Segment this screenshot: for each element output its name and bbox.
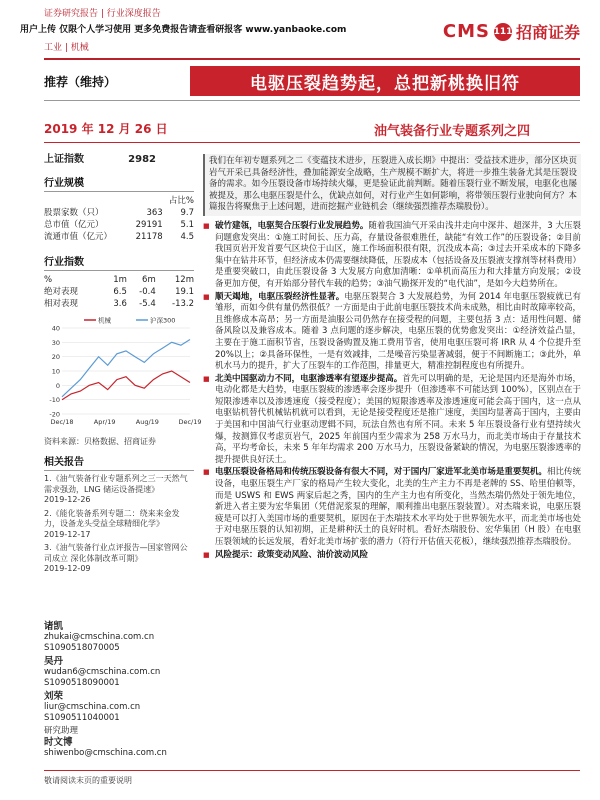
cell: 6m: [142, 275, 156, 285]
analyst-email[interactable]: liur@cmschina.com.cn: [44, 701, 141, 712]
index-row: [44, 154, 194, 166]
cell: 1m: [113, 275, 127, 285]
performance-chart-svg: [44, 314, 202, 434]
index-label: 上证指数: [44, 154, 84, 165]
y-tick-label: 0: [55, 381, 60, 390]
cell: 3.6: [113, 299, 127, 309]
cell: 股票家数（只）: [44, 208, 104, 218]
analyst-id: S1090511040001: [44, 712, 120, 723]
table-row: [44, 207, 194, 219]
footer-divider: [44, 770, 580, 771]
bullet-text: 首先可以明确的是，无论是国内还是海外市场，电动化都是大趋势，电驱压裂疲的渗透率会逐步提升（但渗透率不可能达到 100%），区别点在于短限渗透率以及渗透速度（接受程度）；美国的短限渗透率及渗透速度可能会高于国内，这一点从电驱钻机替代机械钻机就可以看到，无论是接受程度还是推广速度，美国均显著高于国内，主要由于美国和中国油气行业驱动逻辑不同，玩法自然也有所不同。未来 5 年压裂设备行业有望持续火爆，按测算仅考虑页岩气，2025 年前国内至少需求为 258 万水马力，而北美市场由于存量技术高，平均考命长，未来 5 年年均需求 200 万水马力，压裂设备紧缺的情况，为电驱压裂渗透率的提升提供良好沃土。: [215, 373, 581, 465]
perf-title: 行业指数: [44, 253, 194, 271]
analyst-name: 诸凯: [44, 620, 64, 632]
main-content: [203, 154, 581, 562]
bullet-text: 随着我国油气开采由浅井走向中深井、超深井，3 大压裂问题愈发突出：①施工时间长、压力高，存量设备很难胜任，缺能“有效工作”的压裂设备；②目前我国页岩开发首要气区块位于山区，施工作场面积很有限，沉没成本高；③过去开采成本的下降多集中在钻井环节，但经济成本仍需要继续降低，压裂成本（包括设备及压裂液支撑剂等材料费用）是重要突破口，由此压裂设备 3 大发展方向愈加清晰：①单机而高压力和大排量方向发展；②设备更加方便，有开始部分替代车载的趋势；③油气勘探开发的“电代油”，是如今大趋势所在。: [215, 220, 581, 289]
analyst-name: 吴丹: [44, 655, 64, 667]
report-date: 2019 年 12 月 26 日: [44, 122, 168, 136]
related-item-text: 3.《油气装备行业点评报告—国家管网公司成立 深化体制改革可期》: [44, 543, 188, 563]
x-tick-label: Dec/19: [178, 418, 202, 426]
bullet-lead: 风险提示：政策变动风险、油价波动风险: [215, 549, 369, 560]
cell: 29191: [135, 220, 163, 230]
index-value: 2982: [128, 154, 156, 165]
related-item[interactable]: [44, 509, 194, 541]
cell: 4.5: [180, 232, 194, 242]
related-list: [44, 474, 194, 575]
cell: 流通市值（亿元）: [44, 232, 113, 242]
table-row: [44, 219, 194, 231]
scale-table: [44, 195, 194, 243]
bullet-text: 相比传统设备，电驱压裂生产厂家的格局产生较大变化，北美的生产主力不再是老牌的 SS、哈里伯顿等，而是 USWS 和 EWS 两家后起之秀，国内的生产主力也有所变化，当然杰瑞仍然处于领先地位，新进入者主要为宏华集团（凭借泥浆泵的理解，顺利推出电驱压裂装置）。对杰瑞来说，电驱压裂疲是可以打入美国市场的重要契机，原因在于杰瑞技术水平均处于世界领先水平，而北美市场也处于对电驱压裂的认知初期，正是耕种沃土的良好时机。看好杰瑞股份、宏华集团（H 股）在电驱压裂领域的长远发展，看好北美市场扩张的潜力（符行开估值天花板），继续强烈推荐杰瑞股份。: [215, 467, 581, 547]
y-tick-label: -10: [49, 396, 60, 405]
cms-logo: [443, 20, 580, 43]
analyst-name: 刘荣: [44, 690, 64, 702]
related-item[interactable]: [44, 474, 194, 506]
summary-box: 我们在年初专题系列之二《变蕴技术进步，压裂进入成长期》中提出：受益技术进步，部分区块页岩气开采已具备经济性，叠加能源安全战略，生产规模不断扩大，将进一步推生装备尤其是压裂设备的需求。如今压裂设备市场持续火爆，更是验证此前判断。随着压裂行业不断发展，电驱化也屡被提及，那么电驱压裂是什么，优缺点如何，对行业产生如何影响，将带领压裂行业驶向何方？本篇报告将聚焦于上述问题，进而挖掘产业链机会（继续强烈推荐杰瑞股份）。: [203, 154, 581, 216]
assistant-title: 研究助理: [44, 725, 79, 736]
scale-pct-header: 占比%: [168, 196, 194, 206]
legend-label: 机械: [98, 316, 111, 325]
y-tick-label: 30: [51, 338, 60, 347]
series-line-1: [62, 340, 190, 397]
cell: -0.4: [139, 287, 156, 297]
bullet-point: [203, 467, 581, 548]
footer-note: 敬请阅读末页的重要说明: [44, 776, 132, 785]
related-item-text: 1.《油气装备行业专题系列之三一天然气需求强劲，LNG 储运设备提速》: [44, 474, 188, 494]
related-title: 相关报告: [44, 453, 194, 471]
table-row: [44, 274, 194, 286]
rating-label: 推荐（维持）: [44, 75, 117, 89]
y-tick-label: 10: [51, 367, 60, 376]
table-row: [44, 231, 194, 243]
assistant-name: 时文博: [44, 736, 73, 748]
analyst-id: S1090518070005: [44, 642, 120, 653]
performance-chart: [44, 314, 202, 434]
related-item-date: 2019-12-09: [44, 564, 91, 573]
perf-table: [44, 274, 194, 310]
cell: 6.5: [113, 287, 127, 297]
bullet-lead: 破竹建瓴，电驱契合压裂行业发展趋势。: [215, 220, 369, 231]
cell: 12m: [174, 275, 194, 285]
analyst-email[interactable]: zhukai@cmschina.com.cn: [44, 631, 155, 642]
report-type-tags: 证券研究报告 | 行业深度报告: [44, 9, 161, 19]
cell: 5.1: [180, 220, 194, 230]
series-subtitle: 油气装备行业专题系列之四: [373, 124, 530, 139]
scale-title: 行业规模: [44, 174, 194, 192]
bullet-lead: 电驱压裂设备格局和传统压裂设备有很大不同，对于国内厂家进军北美市场是重要契机。: [215, 467, 547, 478]
x-tick-label: Aug/19: [135, 418, 159, 426]
cell: 绝对表现: [44, 287, 79, 297]
analyst-email[interactable]: wudan6@cmschina.com.cn: [44, 666, 161, 677]
sidebar: [44, 154, 202, 759]
bullet-point: [203, 292, 581, 373]
subtitle-divider: [44, 142, 580, 143]
cell: 363: [146, 208, 163, 218]
cell: -13.2: [172, 299, 194, 309]
bullet-point: [203, 550, 581, 562]
bullet-point: [203, 374, 581, 467]
cell: 相对表现: [44, 299, 79, 309]
related-item-date: 2019-12-26: [44, 495, 91, 504]
bullet-lead: 顺天竭地，电驱压裂经济性显著。: [215, 291, 345, 302]
header-divider: [44, 58, 580, 60]
related-item-text: 2.《能化装备系列专题二：绕来来金发力，设备龙头受益全球精细化学》: [44, 508, 180, 528]
sector-tags: 工业 | 机械: [44, 43, 89, 53]
bullet-lead: 北美中国驱动力不同，电驱渗透率有望逐步提高。: [215, 373, 403, 384]
assistant-email[interactable]: shiwenbo@cmschina.com.cn: [44, 747, 167, 758]
report-title: 电驱压裂趋势起，总把新桃换旧符: [190, 66, 580, 96]
logo-cms-text: CMS: [442, 21, 490, 42]
analyst-list: [44, 621, 194, 759]
table-row: [44, 286, 194, 298]
cell: -5.4: [139, 299, 156, 309]
y-tick-label: -20: [49, 410, 60, 419]
chart-source: 资料来源：贝格数据、招商证券: [44, 437, 156, 446]
analyst-id: S1090518090001: [44, 677, 120, 688]
y-tick-label: 40: [51, 324, 60, 333]
cell: %: [44, 275, 53, 285]
title-divider: [44, 100, 580, 101]
y-tick-label: 20: [51, 353, 60, 362]
related-item[interactable]: [44, 543, 194, 575]
cell: 9.7: [180, 208, 194, 218]
x-tick-label: Apr/19: [93, 418, 116, 426]
logo-badge-icon: 111: [494, 23, 512, 41]
cell: 总市值（亿元）: [44, 220, 104, 230]
cell: 19.1: [175, 287, 194, 297]
bullet-point: [203, 221, 581, 291]
related-item-date: 2019-12-17: [44, 529, 91, 539]
bullet-text: 电驱压裂契合 3 大发展趋势，为何 2014 年电驱压裂疲就已有雏形，而如今供有量仍然很低？一方面是由于此前电驱压裂技术尚未成熟，相比由时故障率较高，且维修成本高昂；另一方面是油服公司仍然存在接受程的问题，主要包括 3 点：适用性问题、储备风险以及兼容成本。随着 3 点问题的逐步解决，电驱压裂的优势愈发突出：①经济效益凸显，主要在于施工面积节省，压裂设备购置及施工费用节省，使用电驱压裂可将 IRR 从 4 个位提升至 20%以上；②具备环保性，一是有效减排，二是噪音污染显著减弱，便于不间断施工；③此外，单机水马力的提升，扩大了压裂车的工作范围，排量更大，精准控制程度也有所提升。: [215, 291, 581, 372]
table-row: [44, 298, 194, 310]
cell: 21178: [135, 232, 163, 242]
logo-cn-text: 招商证券: [515, 23, 580, 42]
legend-label: 沪深300: [150, 316, 176, 325]
watermark-text: 用户上传 仅限个人学习使用 更多免费报告请查看研报客 www.yanbaoke.com: [20, 25, 347, 35]
x-tick-label: Dec/18: [50, 418, 74, 426]
